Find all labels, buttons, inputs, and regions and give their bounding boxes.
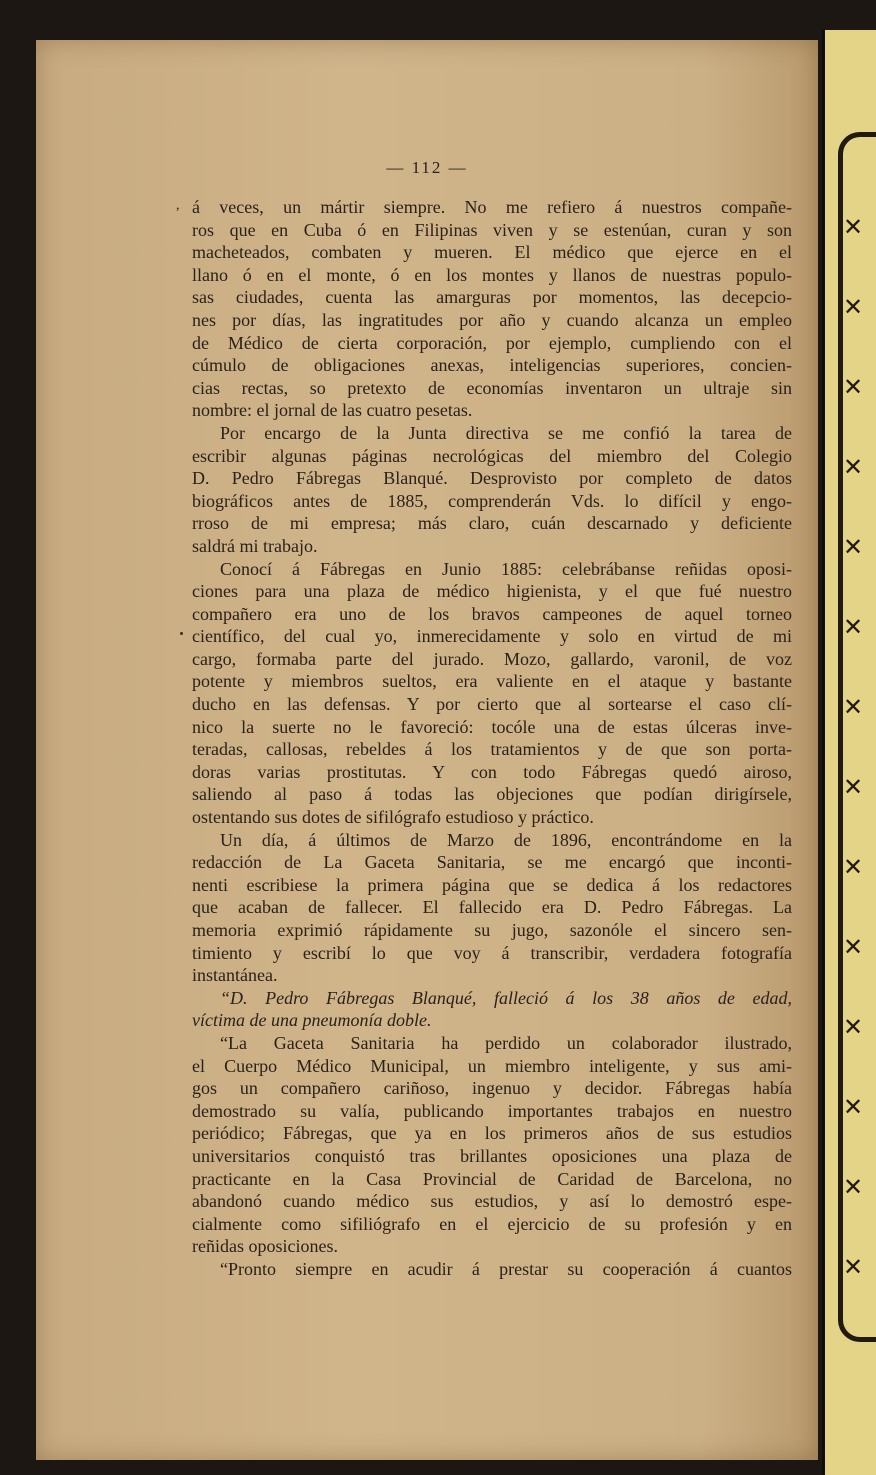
text-line: periódico; Fábregas, que ya en los primeros años de sus estudios	[192, 1123, 792, 1144]
margin-mark: ,	[176, 198, 180, 213]
page-number: — 112 —	[386, 158, 468, 177]
text-line: redacción de La Gaceta Sanitaria, se me encargó que inconti-	[192, 852, 792, 873]
text-line: nico la suerte no le favoreció: tocóle una de estas úlceras inve-	[192, 716, 792, 737]
text-line: nenti escribiese la primera página que se dedica á los redactores	[192, 874, 792, 895]
text-line: nombre: el jornal de las cuatro pesetas.	[192, 400, 473, 421]
text-line: ciones para una plaza de médico higienista, y el que fué nuestro	[192, 581, 792, 602]
text-line: ducho en las defensas. Y por cierto que al sortearse el caso clí-	[192, 694, 792, 715]
text-line: Conocí á Fábregas en Junio 1885: celebrábanse reñidas oposi-	[220, 558, 792, 579]
border-ornament-glyph: ✕	[843, 1093, 864, 1121]
text-line: ostentando sus dotes de sifilógrafo estudioso y práctico.	[192, 807, 594, 828]
border-ornament-glyph: ✕	[843, 293, 864, 321]
text-line: teradas, callosas, rebeldes á los tratamientos y de que son porta-	[192, 739, 792, 760]
border-ornament-glyph: ✕	[843, 1013, 864, 1041]
text-line: sas ciudades, cuenta las amarguras por momentos, las decepcio-	[192, 287, 792, 308]
text-line: cúmulo de obligaciones anexas, inteligencias superiores, concien-	[192, 355, 792, 376]
text-line: llano ó en el monte, ó en los montes y llanos de nuestras populo-	[192, 264, 792, 285]
text-line: nes por días, las ingratitudes por año y cuando alcanza un empleo	[192, 309, 792, 330]
text-line: víctima de una pneumonía doble.	[192, 1010, 432, 1031]
text-line: “La Gaceta Sanitaria ha perdido un colaborador ilustrado,	[220, 1032, 792, 1053]
text-line: rroso de mi empresa; más claro, cuán descarnado y deficiente	[192, 513, 792, 534]
text-line: Un día, á últimos de Marzo de 1896, encontrándome en la	[220, 829, 792, 850]
text-line: de Médico de cierta corporación, por ejemplo, cumpliendo con el	[192, 332, 792, 353]
text-line: cargo, formaba parte del jurado. Mozo, gallardo, varonil, de voz	[192, 648, 792, 669]
border-ornament-glyph: ✕	[843, 213, 864, 241]
text-line: instantánea.	[192, 965, 278, 986]
ink-speck	[180, 632, 183, 635]
text-line: Por encargo de la Junta directiva se me confió la tarea de	[220, 422, 792, 443]
border-ornament-glyph: ✕	[843, 533, 864, 561]
border-ornament-glyph: ✕	[843, 853, 864, 881]
text-line: cialmente como sifiliógrafo en el ejercicio de su profesión y en	[192, 1213, 792, 1234]
text-line: doras varias prostitutas. Y con todo Fábregas quedó airoso,	[192, 761, 792, 782]
text-line: escribir algunas páginas necrológicas del miembro del Colegio	[192, 445, 792, 466]
text-line: demostrado su valía, publicando importantes trabajos en nuestro	[192, 1100, 792, 1121]
border-ornament-glyph: ✕	[843, 373, 864, 401]
text-line: á veces, un mártir siempre. No me refiero á nuestros compañe-	[192, 197, 792, 217]
border-ornament-glyph: ✕	[843, 693, 864, 721]
text-line: biográficos antes de 1885, comprenderán Vds. lo difícil y engo-	[192, 490, 792, 511]
border-ornament-glyph: ✕	[843, 773, 864, 801]
text-line: el Cuerpo Médico Municipal, un miembro inteligente, y sus ami-	[192, 1055, 792, 1076]
text-line: D. Pedro Fábregas Blanqué. Desprovisto por completo de datos	[192, 468, 792, 489]
text-line: abandonó cuando médico sus estudios, y así lo demostró espe-	[192, 1191, 792, 1212]
text-line: saliendo al paso á todas las objeciones que podían dirigírsele,	[192, 784, 792, 805]
border-ornament-glyph: ✕	[843, 1173, 864, 1201]
text-line: memoria exprimió rápidamente su jugo, sazonóle el sincero sen-	[192, 920, 792, 940]
text-line: “Pronto siempre en acudir á prestar su cooperación á cuantos	[220, 1258, 792, 1279]
text-line: practicante en la Casa Provincial de Caridad de Barcelona, no	[192, 1168, 792, 1189]
text-line: saldrá mi trabajo.	[192, 535, 318, 556]
border-ornament-glyph: ✕	[843, 933, 864, 961]
text-line: “D. Pedro Fábregas Blanqué, falleció á los 38 años de edad,	[220, 987, 792, 1008]
border-ornament-glyph: ✕	[843, 1253, 864, 1281]
text-line: cias rectas, so pretexto de economías inventaron un ultraje sin	[192, 377, 792, 398]
text-line: universitarios conquistó tras brillantes oposiciones una plaza de	[192, 1145, 792, 1166]
text-line: ros que en Cuba ó en Filipinas viven y se estenúan, curan y son	[192, 219, 792, 240]
text-line: que acaban de fallecer. El fallecido era D. Pedro Fábregas. La	[192, 897, 792, 918]
body-text	[192, 196, 792, 1281]
text-line: macheteados, combaten y mueren. El médico que ejerce en el	[192, 242, 792, 263]
text-line: científico, del cual yo, inmerecidamente y solo en virtud de mi	[192, 626, 792, 647]
text-line: gos un compañero cariñoso, ingenuo y decidor. Fábregas había	[192, 1078, 792, 1099]
text-line: potente y miembros sueltos, era valiente en el ataque y bastante	[192, 671, 792, 692]
text-line: timiento y escribí lo que voy á transcribir, verdadera fotografía	[192, 942, 792, 963]
border-ornament-glyph: ✕	[843, 453, 864, 481]
text-line: reñidas oposiciones.	[192, 1236, 338, 1257]
border-ornament-glyph: ✕	[843, 613, 864, 641]
text-line: compañero era uno de los bravos campeones de aquel torneo	[192, 603, 792, 624]
